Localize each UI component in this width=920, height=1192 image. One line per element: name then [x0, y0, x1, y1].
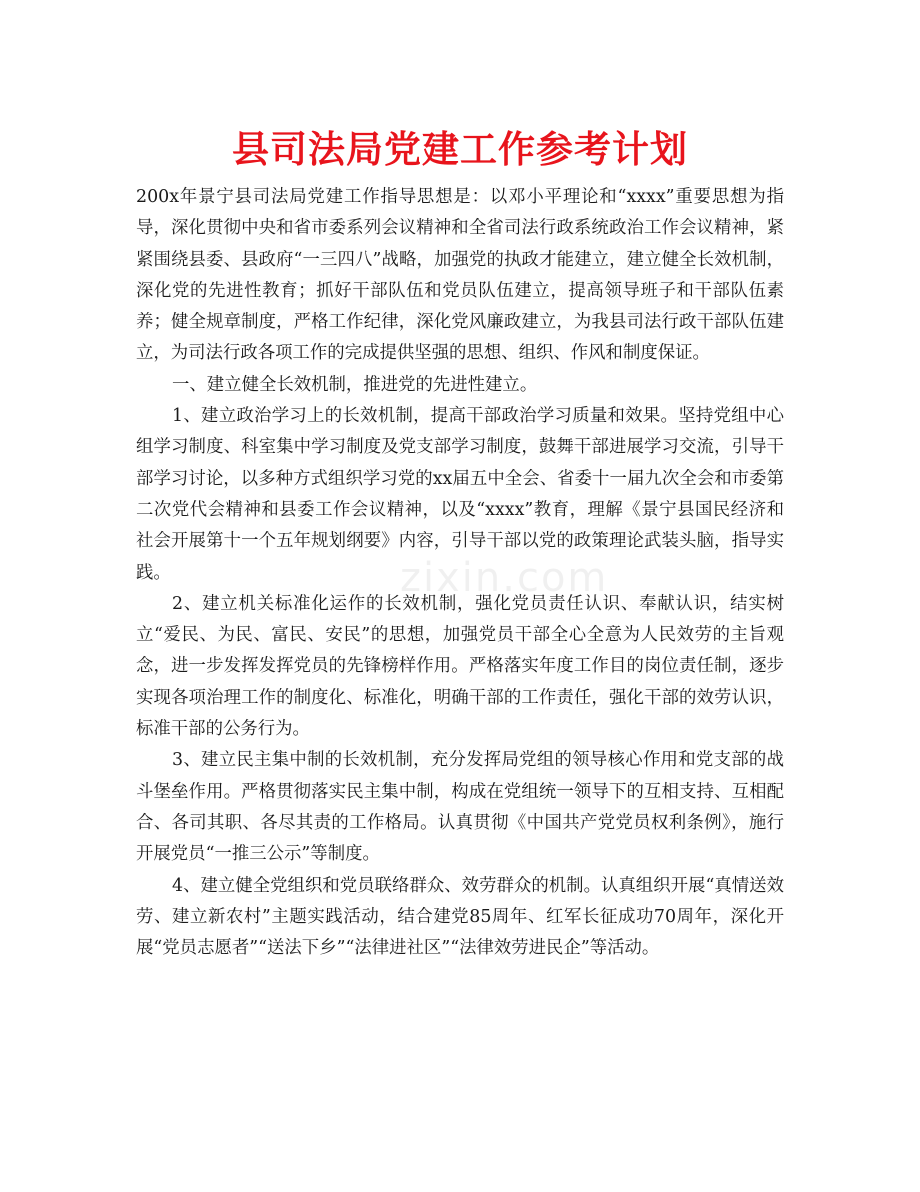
paragraph-item-1: 1、建立政治学习上的长效机制，提高干部政治学习质量和效果。坚持党组中心组学习制度、科室集中学习制度及党支部学习制度，鼓舞干部进展学习交流，引导干部学习讨论，以多种方式组织学习党的xx届五中全会、省委十一届九次全会和市委第二次党代会精神和县委工作会议精神，以及“xxxx”教育，理解《景宁县国民经济和社会开展第十一个五年规划纲要》内容，引导干部以党的政策理论武装头脑，指导实践。	[136, 406, 784, 583]
paragraph-guiding-thought: 200x年景宁县司法局党建工作指导思想是：以邓小平理论和“xxxx”重要思想为指导，深化贯彻中央和省市委系列会议精神和全省司法行政系统政治工作会议精神，紧紧围绕县委、县政府“一三四八”战略，加强党的执政才能建立，建立健全长效机制，深化党的先进性教育；抓好干部队伍和党员队伍建立，提高领导班子和干部队伍素养；健全规章制度，严格工作纪律，深化党风廉政建立，为我县司法行政干部队伍建立，为司法行政各项工作的完成提供坚强的思想、组织、作风和制度保证。	[136, 187, 784, 364]
section-heading-1: 一、建立健全长效机制，推进党的先进性建立。	[172, 374, 538, 395]
watermark: zixin.com	[400, 555, 609, 601]
paragraph-item-4: 4、建立健全党组织和党员联络群众、效劳群众的机制。认真组织开展“真情送效劳、建立新农村”主题实践活动，结合建党85周年、红军长征成功70周年，深化开展“党员志愿者”“送法下乡”“法律进社区”“法律效劳进民企”等活动。	[136, 875, 784, 959]
paragraph-item-2: 2、建立机关标准化运作的长效机制，强化党员责任认识、奉献认识，结实树立“爱民、为民、富民、安民”的思想，加强党员干部全心全意为人民效劳的主旨观念，进一步发挥发挥党员的先锋榜样作用。严格落实年度工作目的岗位责任制，逐步实现各项治理工作的制度化、标准化，明确干部的工作责任，强化干部的效劳认识，标准干部的公务行为。	[136, 593, 784, 740]
document-title: 县司法局党建工作参考计划	[232, 128, 688, 171]
document-body	[136, 182, 784, 964]
paragraph-item-3: 3、建立民主集中制的长效机制，充分发挥局党组的领导核心作用和党支部的战斗堡垒作用。严格贯彻落实民主集中制，构成在党组统一领导下的互相支持、互相配合、各司其职、各尽其责的工作格局。认真贯彻《中国共产党党员权利条例》，施行开展党员“一推三公示”等制度。	[136, 750, 784, 865]
